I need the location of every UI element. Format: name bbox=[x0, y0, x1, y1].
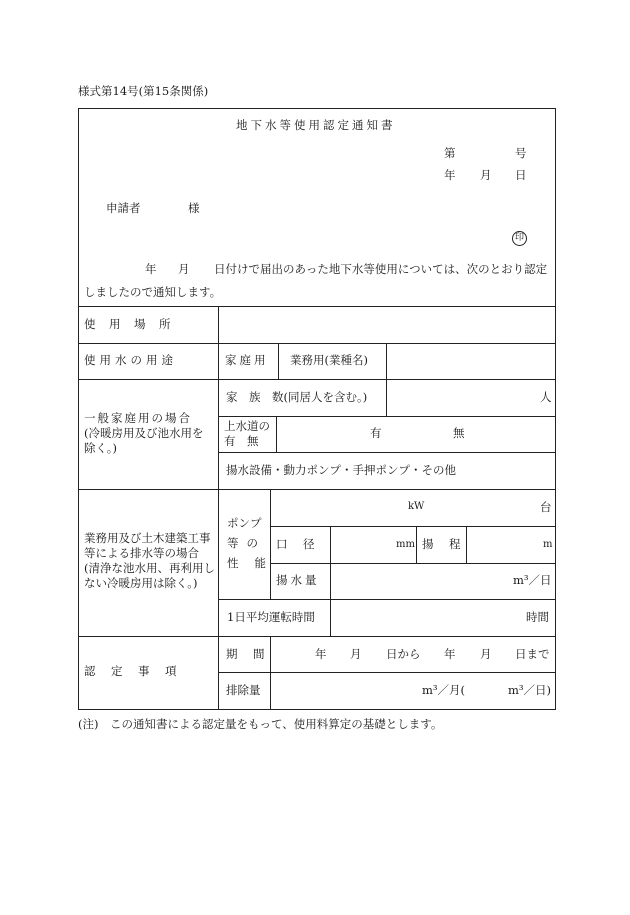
period-label: 期 間 bbox=[226, 647, 267, 661]
pump-equipment-options[interactable]: 揚水設備・動力ポンプ・手押ポンプ・その他 bbox=[226, 463, 456, 477]
pump-performance-label-1: ポンプ bbox=[227, 516, 262, 530]
row-divider-9 bbox=[218, 599, 556, 600]
yield-label: 揚水量 bbox=[276, 573, 320, 587]
row-divider-3 bbox=[78, 379, 556, 380]
table-border-bottom bbox=[78, 709, 556, 710]
purpose-business-option[interactable]: 業務用(業種名) bbox=[290, 353, 368, 367]
operating-hours-label: 1日平均運転時間 bbox=[227, 610, 315, 624]
pump-performance-label-3: 性能 bbox=[227, 556, 282, 570]
footnote: (注) この通知書による認定量をもって、使用料算定の基礎とします。 bbox=[78, 717, 443, 731]
family-count-unit: 人 bbox=[540, 390, 552, 404]
pump-count-unit: 台 bbox=[540, 500, 552, 514]
discharge-label: 排除量 bbox=[226, 683, 261, 697]
discharge-daily-unit: m³／日) bbox=[508, 683, 552, 697]
applicant-suffix: 様 bbox=[188, 201, 200, 215]
business-label-line2: 等による排水等の場合 bbox=[84, 546, 199, 560]
col-divider-pump bbox=[270, 489, 271, 599]
water-supply-no[interactable]: 無 bbox=[453, 426, 465, 440]
pump-kw-unit: kW bbox=[408, 501, 425, 512]
lift-unit: m bbox=[543, 539, 553, 550]
period-from-month: 月 bbox=[350, 647, 362, 661]
table-border-right bbox=[555, 108, 556, 710]
row-divider-2 bbox=[78, 343, 556, 344]
applicant-label: 申請者 bbox=[106, 201, 141, 215]
operating-hours-unit: 時間 bbox=[526, 610, 549, 624]
household-label-line2: (冷暖房用及び池水用を bbox=[84, 426, 204, 440]
water-supply-yes[interactable]: 有 bbox=[370, 426, 382, 440]
col-divider-family bbox=[386, 379, 387, 416]
period-to-year: 年 bbox=[444, 647, 456, 661]
row-divider-1 bbox=[78, 306, 556, 307]
table-border-left bbox=[78, 108, 79, 710]
col-divider-business bbox=[386, 343, 387, 379]
business-label-line3: (清浄な池水用、再利用し bbox=[84, 561, 215, 575]
seal-mark: 印 bbox=[512, 231, 527, 246]
col-divider-home bbox=[278, 343, 279, 379]
date-month-label: 月 bbox=[480, 168, 492, 182]
col-divider-label bbox=[218, 306, 219, 709]
doc-number-dai: 第 bbox=[444, 146, 456, 160]
diameter-label: 口 径 bbox=[276, 537, 317, 551]
purpose-home-option[interactable]: 家庭用 bbox=[225, 353, 269, 367]
col-divider-certified bbox=[270, 636, 271, 709]
row-divider-11 bbox=[218, 672, 556, 673]
row-divider-6 bbox=[78, 489, 556, 490]
location-label: 使 用 場 所 bbox=[84, 317, 172, 331]
col-divider-mm bbox=[416, 526, 417, 563]
row-divider-8 bbox=[270, 563, 556, 564]
doc-number-go: 号 bbox=[515, 146, 527, 160]
row-divider-10 bbox=[78, 636, 556, 637]
household-label-line1: 一般家庭用の場合 bbox=[84, 411, 192, 425]
row-divider-5 bbox=[218, 452, 556, 453]
col-divider-lift bbox=[466, 526, 467, 563]
business-label-line1: 業務用及び土木建築工事 bbox=[84, 531, 211, 545]
body-month-label: 月 bbox=[178, 262, 190, 276]
row-divider-7 bbox=[270, 526, 556, 527]
diameter-unit: mm bbox=[396, 539, 415, 550]
pump-performance-label-2: 等の bbox=[227, 536, 266, 550]
date-day-label: 日 bbox=[515, 168, 527, 182]
date-year-label: 年 bbox=[444, 168, 456, 182]
col-divider-hours bbox=[330, 599, 331, 636]
body-text-line2: しましたので通知します。 bbox=[84, 285, 222, 299]
table-border-top bbox=[78, 108, 556, 109]
discharge-monthly-unit: m³／月( bbox=[422, 683, 466, 697]
period-to-month: 月 bbox=[480, 647, 492, 661]
lift-label: 揚 程 bbox=[422, 537, 463, 551]
document-title: 地下水等使用認定通知書 bbox=[236, 118, 396, 132]
yield-unit: m³／日 bbox=[513, 573, 552, 587]
row-divider-4 bbox=[218, 416, 556, 417]
certified-items-label: 認 定 事 項 bbox=[84, 664, 179, 678]
business-label-line4: ない冷暖房用は除く。) bbox=[84, 576, 198, 590]
col-divider-diameter bbox=[330, 526, 331, 599]
body-year-label: 年 bbox=[145, 262, 157, 276]
water-supply-label-line2: 有 無 bbox=[224, 434, 259, 448]
body-text-line1: 日付けで届出のあった地下水等使用については、次のとおり認定 bbox=[214, 262, 548, 276]
water-supply-label-line1: 上水道の bbox=[224, 419, 270, 433]
purpose-label: 使用水の用途 bbox=[84, 353, 177, 367]
period-from-year: 年 bbox=[315, 647, 327, 661]
period-from-day: 日から bbox=[386, 647, 421, 661]
period-to-day: 日まで bbox=[515, 647, 550, 661]
household-label-line3: 除く。) bbox=[84, 441, 118, 455]
col-divider-water bbox=[276, 416, 277, 452]
family-count-label: 家 族 数(同居人を含む。) bbox=[226, 390, 368, 404]
form-id: 様式第14号(第15条関係) bbox=[78, 84, 209, 98]
